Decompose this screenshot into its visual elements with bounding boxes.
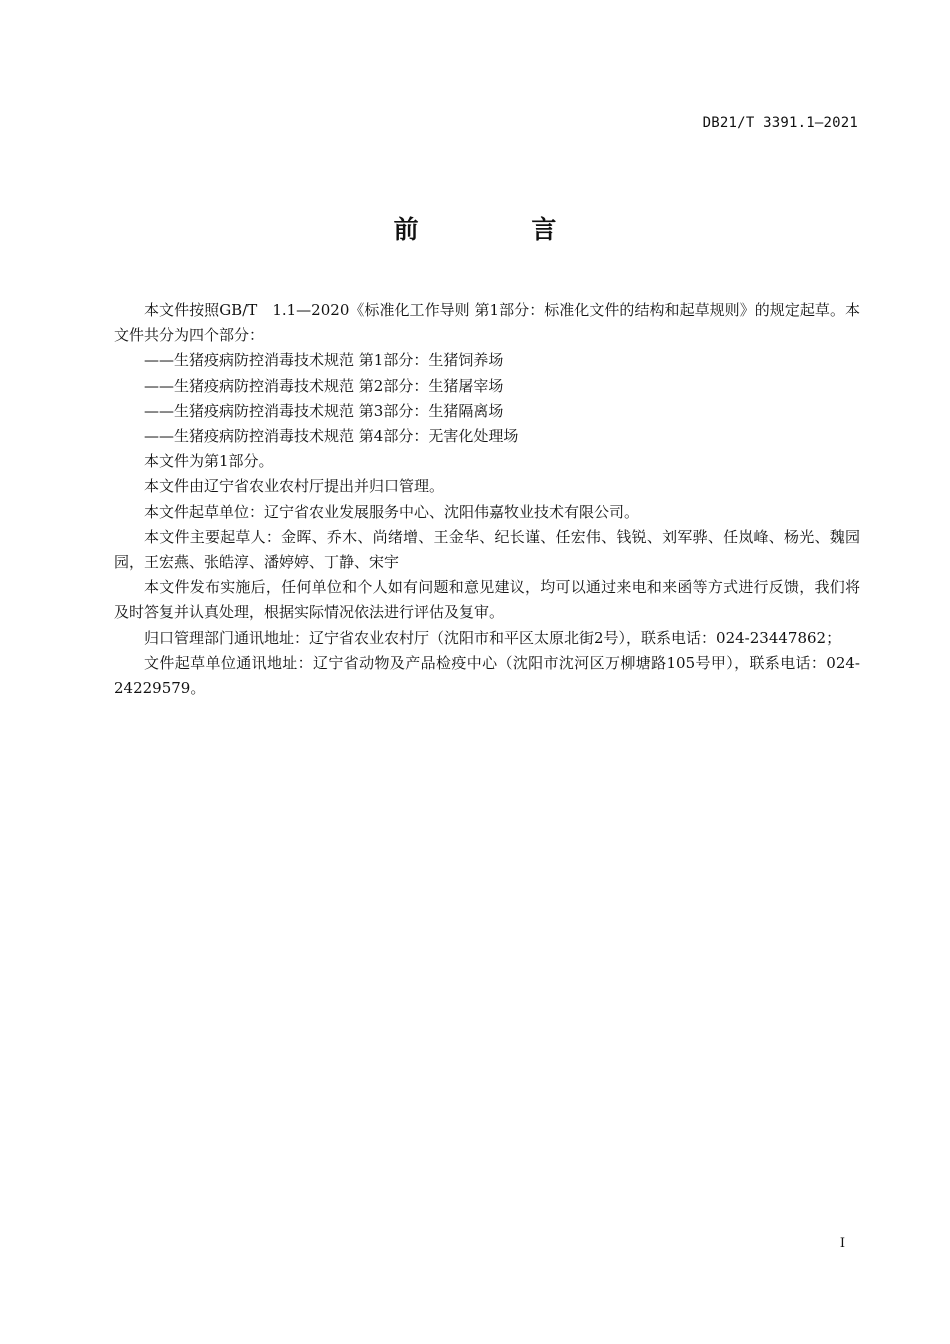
document-code: DB21/T 3391.1—2021 <box>702 115 858 131</box>
paragraph-admin-address: 归口管理部门通讯地址：辽宁省农业农村厅（沈阳市和平区太原北街2号），联系电话：024-23447862； <box>144 628 842 647</box>
list-item-part-3: ——生猪疫病防控消毒技术规范 第3部分：生猪隔离场 <box>144 401 504 420</box>
paragraph-drafter-address: 文件起草单位通讯地址：辽宁省动物及产品检疫中心（沈阳市沈河区万柳塘路105号甲），联系电话：024-24229579。 <box>114 653 860 698</box>
paragraph-drafting-basis: 本文件按照GB/T 1.1—2020《标准化工作导则 第1部分：标准化文件的结构和起草规则》的规定起草。本文件共分为四个部分： <box>114 301 860 345</box>
list-item-part-4: ——生猪疫病防控消毒技术规范 第4部分：无害化处理场 <box>144 427 519 446</box>
paragraph-drafters: 本文件主要起草人：金晖、乔木、尚绪增、王金华、纪长谨、任宏伟、钱锐、刘军骅、任岚峰、杨光、魏园园，王宏燕、张皓淳、潘婷婷、丁静、宋宇 <box>114 527 860 572</box>
body-text <box>114 298 860 701</box>
paragraph-feedback: 本文件发布实施后，任何单位和个人如有问题和意见建议，均可以通过来电和来函等方式进行反馈，我们将及时答复并认真处理，根据实际情况依法进行评估及复审。 <box>114 578 860 622</box>
paragraph-this-part: 本文件为第1部分。 <box>144 452 274 471</box>
paragraph-proposer: 本文件由辽宁省农业农村厅提出并归口管理。 <box>144 477 445 496</box>
section-title: 前 言 <box>393 215 609 244</box>
paragraph-drafting-units: 本文件起草单位：辽宁省农业发展服务中心、沈阳伟嘉牧业技术有限公司。 <box>144 502 640 521</box>
list-item-part-2: ——生猪疫病防控消毒技术规范 第2部分：生猪屠宰场 <box>144 376 504 395</box>
page-number: I <box>839 1236 845 1251</box>
list-item-part-1: ——生猪疫病防控消毒技术规范 第1部分：生猪饲养场 <box>144 351 504 370</box>
